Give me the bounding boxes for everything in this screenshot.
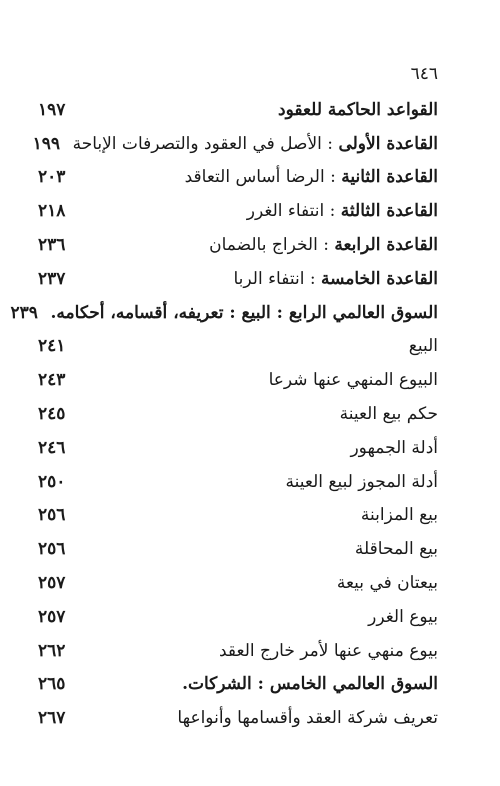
toc-entry-page-number: ٢٣٦ (38, 235, 66, 256)
toc-entry-page-number: ٢٥٦ (38, 539, 66, 560)
toc-entry-text: بيع المزابنة (360, 505, 438, 526)
toc-entry-heading: القاعدة الثانية (341, 167, 438, 188)
toc-entry (38, 431, 438, 465)
toc-entry (38, 194, 438, 228)
toc-entry-text: بيوع منهي عنها لأمر خارج العقد (218, 640, 438, 661)
toc-entry-text: : انتفاء الغرر (246, 201, 341, 222)
toc-entry-heading: القواعد الحاكمة للعقود (278, 99, 438, 120)
toc-entry (38, 363, 438, 397)
page-number: ٦٤٦ (410, 64, 438, 84)
toc-entry-page-number: ٢٠٣ (38, 167, 66, 188)
toc-entry (38, 566, 438, 600)
toc-entry-page-number: ٢٥٠ (38, 471, 66, 492)
toc-entry (10, 296, 438, 330)
toc-entry-text: تعريف شركة العقد وأقسامها وأنواعها (177, 708, 438, 729)
toc-entry (38, 701, 438, 735)
toc-entry (38, 262, 438, 296)
toc-entry-title (409, 336, 438, 356)
toc-entry-heading: القاعدة الثالثة (340, 201, 438, 222)
toc-entry-heading: القاعدة الخامسة (320, 268, 438, 289)
toc-entry-title (340, 404, 438, 424)
toc-entry-title (219, 641, 438, 661)
toc-entry (32, 127, 438, 161)
toc-entry-page-number: ٢٤٥ (38, 404, 66, 425)
toc-entry-text: : انتفاء الربا (233, 268, 321, 289)
toc-entry-title (361, 505, 438, 525)
toc-entry-title (233, 269, 438, 289)
toc-entry-page-number: ٢٤٦ (38, 437, 66, 458)
toc-entry-page-number: ٢٤١ (38, 336, 66, 357)
toc-entry (38, 668, 438, 702)
toc-entry-text: بيع المحاقلة (354, 539, 438, 560)
toc-entry-page-number: ٢٦٧ (38, 708, 66, 729)
toc-entry-text: البيع (408, 336, 438, 357)
toc-entry (38, 161, 438, 195)
toc-entry-page-number: ٢٥٧ (38, 606, 66, 627)
toc-entry-text: : الخراج بالضمان (209, 235, 335, 256)
toc-entry-page-number: ١٩٩ (32, 133, 60, 154)
toc-entry-title (247, 201, 438, 221)
toc-entry-text: بيعتان في بيعة (336, 573, 438, 594)
toc-entry (38, 499, 438, 533)
toc-entry-page-number: ٢٥٦ (38, 505, 66, 526)
toc-entry-title (177, 708, 438, 728)
toc-entry-page-number: ٢٥٧ (38, 573, 66, 594)
toc-entry-text: البيوع المنهي عنها شرعا (268, 370, 438, 391)
toc-entry (38, 634, 438, 668)
table-of-contents (10, 93, 438, 735)
toc-entry-page-number: ١٩٧ (38, 99, 66, 120)
toc-entry-title (286, 472, 438, 492)
toc-entry-title (350, 438, 438, 458)
toc-entry-page-number: ٢٣٩ (10, 302, 38, 323)
toc-entry-page-number: ٢٤٣ (38, 370, 66, 391)
toc-entry-title (182, 674, 438, 694)
toc-entry-title (278, 100, 438, 120)
toc-entry (38, 228, 438, 262)
toc-entry-page-number: ٢٦٢ (38, 640, 66, 661)
toc-entry-title (269, 370, 438, 390)
toc-entry-title (51, 303, 438, 323)
toc-entry (38, 532, 438, 566)
toc-entry-heading: السوق العالمي الرابع : البيع : تعريفه، أقسامه، أحكامه. (50, 302, 438, 323)
toc-entry (38, 397, 438, 431)
toc-entry-text: أدلة الجمهور (350, 437, 438, 458)
toc-entry-text: : الرضا أساس التعاقد (184, 167, 342, 188)
toc-entry-title (73, 134, 438, 154)
toc-entry-text: : الأصل في العقود والتصرفات الإباحة (72, 133, 339, 154)
toc-entry-page-number: ٢٦٥ (38, 674, 66, 695)
toc-entry (38, 330, 438, 364)
toc-entry-text: أدلة المجوز لبيع العينة (285, 471, 438, 492)
toc-entry (38, 600, 438, 634)
toc-entry (38, 465, 438, 499)
toc-entry-page-number: ٢١٨ (38, 201, 66, 222)
toc-entry-title (209, 235, 438, 255)
toc-entry-text: بيوع الغرر (368, 606, 438, 627)
toc-entry-title (185, 167, 438, 187)
toc-entry-heading: السوق العالمي الخامس : الشركات. (182, 674, 438, 695)
toc-entry-title (355, 539, 438, 559)
toc-entry-heading: القاعدة الأولى (338, 133, 438, 154)
toc-entry-title (368, 607, 438, 627)
toc-entry-text: حكم بيع العينة (339, 404, 438, 425)
toc-entry (38, 93, 438, 127)
toc-entry-page-number: ٢٣٧ (38, 268, 66, 289)
toc-entry-heading: القاعدة الرابعة (334, 235, 438, 256)
toc-entry-title (337, 573, 438, 593)
